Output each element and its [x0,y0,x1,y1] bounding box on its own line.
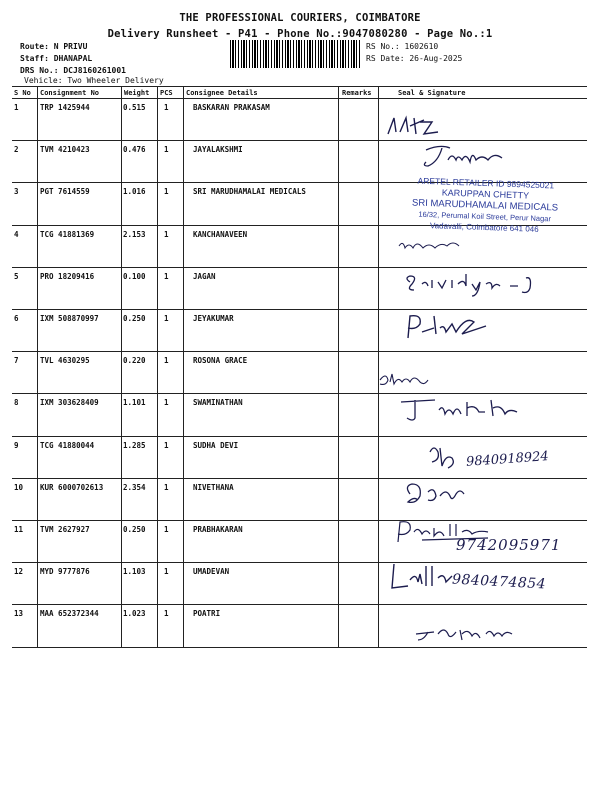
pcs-value: 1 [164,525,169,534]
stamp-line: Vadavalli, Coimbatore 641 046 [429,221,539,234]
row-sno: 13 [14,609,24,619]
col-seal-signature: Seal & Signature [398,89,466,97]
weight-value: 0.476 [123,145,146,155]
route-label: Route: N PRIVU [20,42,88,51]
table-rule [12,562,587,563]
consignee-name: PRABHAKARAN [193,525,243,534]
table-rule [12,98,587,99]
consignment-number: MYD 9777876 [40,567,90,577]
consignment-number: TCG 41881369 [40,229,95,239]
pcs-value: 1 [164,103,169,112]
weight-value: 1.285 [123,440,146,450]
pcs-value: 1 [164,398,169,408]
pcs-value: 1 [164,145,169,155]
consignee-name: POATRI [193,609,221,619]
row-sno: 8 [14,398,19,408]
pcs-value: 1 [164,356,169,366]
pcs-value: 1 [164,609,169,619]
weight-value: 0.220 [123,356,146,366]
row-sno: 4 [14,229,19,239]
table-rule [12,647,587,648]
consignee-name: JAGAN [193,271,216,281]
row-sno: 11 [14,525,24,534]
table-rule [121,86,122,647]
handwritten-phone-12: 9840474854 [451,571,547,593]
table-rule [183,86,184,647]
weight-value: 0.250 [123,314,146,323]
consignment-number: TVL 4630295 [40,356,90,366]
pcs-value: 1 [164,440,169,450]
col-consignee: Consignee Details [186,89,258,97]
table-rule [12,436,587,437]
signature-8 [395,392,525,426]
weight-value: 0.250 [123,525,146,534]
pcs-value: 1 [164,229,169,239]
page-title: THE PROFESSIONAL COURIERS, COIMBATORE [179,12,421,24]
drs-number: DRS No.: DCJ8160261001 [20,66,126,75]
handwritten-phone-9: 9840918924 [465,449,550,470]
signature-12 [386,560,456,594]
table-rule [12,604,587,605]
weight-value: 1.016 [123,187,146,197]
consignment-number: TCG 41880044 [40,440,95,450]
weight-value: 0.100 [123,271,146,281]
consignment-number: TRP 1425944 [40,103,90,112]
consignment-number: KUR 6000702613 [40,482,104,492]
row-sno: 2 [14,145,19,155]
row-sno: 10 [14,482,24,492]
consignment-number: PGT 7614559 [40,187,90,197]
vehicle-label: Vehicle: Two Wheeler Delivery [24,76,164,85]
pcs-value: 1 [164,271,169,281]
pcs-value: 1 [164,567,169,577]
consignee-name: JEYAKUMAR [193,314,234,323]
stamp-line: SRI MARUDHAMALAI MEDICALS [411,197,559,214]
weight-value: 2.354 [123,482,146,492]
table-rule [37,86,38,647]
consignee-name: UMADEVAN [193,567,230,577]
row-sno: 5 [14,271,19,281]
consignee-name: BASKARAN PRAKASAM [193,103,270,112]
table-rule [12,478,587,479]
row-sno: 6 [14,314,19,323]
row-sno: 9 [14,440,19,450]
stamp-line: ARETEL RETAILER ID 9894525021 [417,175,555,191]
table-rule [12,309,587,310]
consignment-number: PRO 18209416 [40,271,95,281]
weight-value: 2.153 [123,229,146,239]
consignment-number: TVM 4210423 [40,145,90,155]
col-consignment: Consignment No [40,89,100,97]
signature-3 [395,236,465,252]
rs-date: RS Date: 26-Aug-2025 [366,54,463,63]
weight-value: 1.101 [123,398,146,408]
row-sno: 1 [14,103,19,112]
row-sno: 12 [14,567,24,577]
pcs-value: 1 [164,187,169,197]
signature-6 [400,310,500,342]
weight-value: 1.023 [123,609,146,619]
consignee-name: ROSONA GRACE [193,356,248,366]
consignee-name: NIVETHANA [193,482,234,492]
pharmacy-stamp [384,175,586,240]
row-sno: 3 [14,187,19,197]
signature-2 [420,140,510,172]
consignment-number: IXM 303628409 [40,398,99,408]
barcode [230,40,360,68]
stamp-line: 16/32, Perumal Koil Street, Perur Nagar [418,209,552,224]
stamp-line: KARUPPAN CHETTY [441,187,530,201]
row-sno: 7 [14,356,19,366]
consignee-name: SUDHA DEVI [193,440,239,450]
col-sno: S No [14,89,31,97]
pcs-value: 1 [164,482,169,492]
weight-value: 0.515 [123,103,146,112]
col-weight: Weight [124,89,150,97]
signature-1 [380,112,460,142]
signature-9 [424,440,464,470]
col-remarks: Remarks [342,89,372,97]
table-rule [157,86,158,647]
weight-value: 1.103 [123,567,146,577]
consignee-name: JAYALAKSHMI [193,145,243,155]
table-rule [12,351,587,352]
signature-5 [400,268,550,298]
table-rule [338,86,339,647]
page-subtitle: Delivery Runsheet - P41 - Phone No.:9047080280 - Page No.:1 [107,28,493,40]
rs-number: RS No.: 1602610 [366,42,439,51]
signature-7 [376,366,436,390]
col-pcs: PCS [160,89,173,97]
consignment-number: IXM 508870997 [40,314,99,323]
consignee-name: SWAMINATHAN [193,398,243,408]
consignee-name: SRI MARUDHAMALAI MEDICALS [193,187,306,197]
handwritten-phone-11: 9742095971 [456,536,562,554]
staff-label: Staff: DHANAPAL [20,54,93,63]
signature-13 [410,620,520,644]
signature-10 [400,480,470,508]
consignment-number: TVM 2627927 [40,525,90,534]
pcs-value: 1 [164,314,169,323]
table-rule [12,86,587,87]
table-rule [12,520,587,521]
consignee-name: KANCHANAVEEN [193,229,248,239]
consignment-number: MAA 652372344 [40,609,99,619]
